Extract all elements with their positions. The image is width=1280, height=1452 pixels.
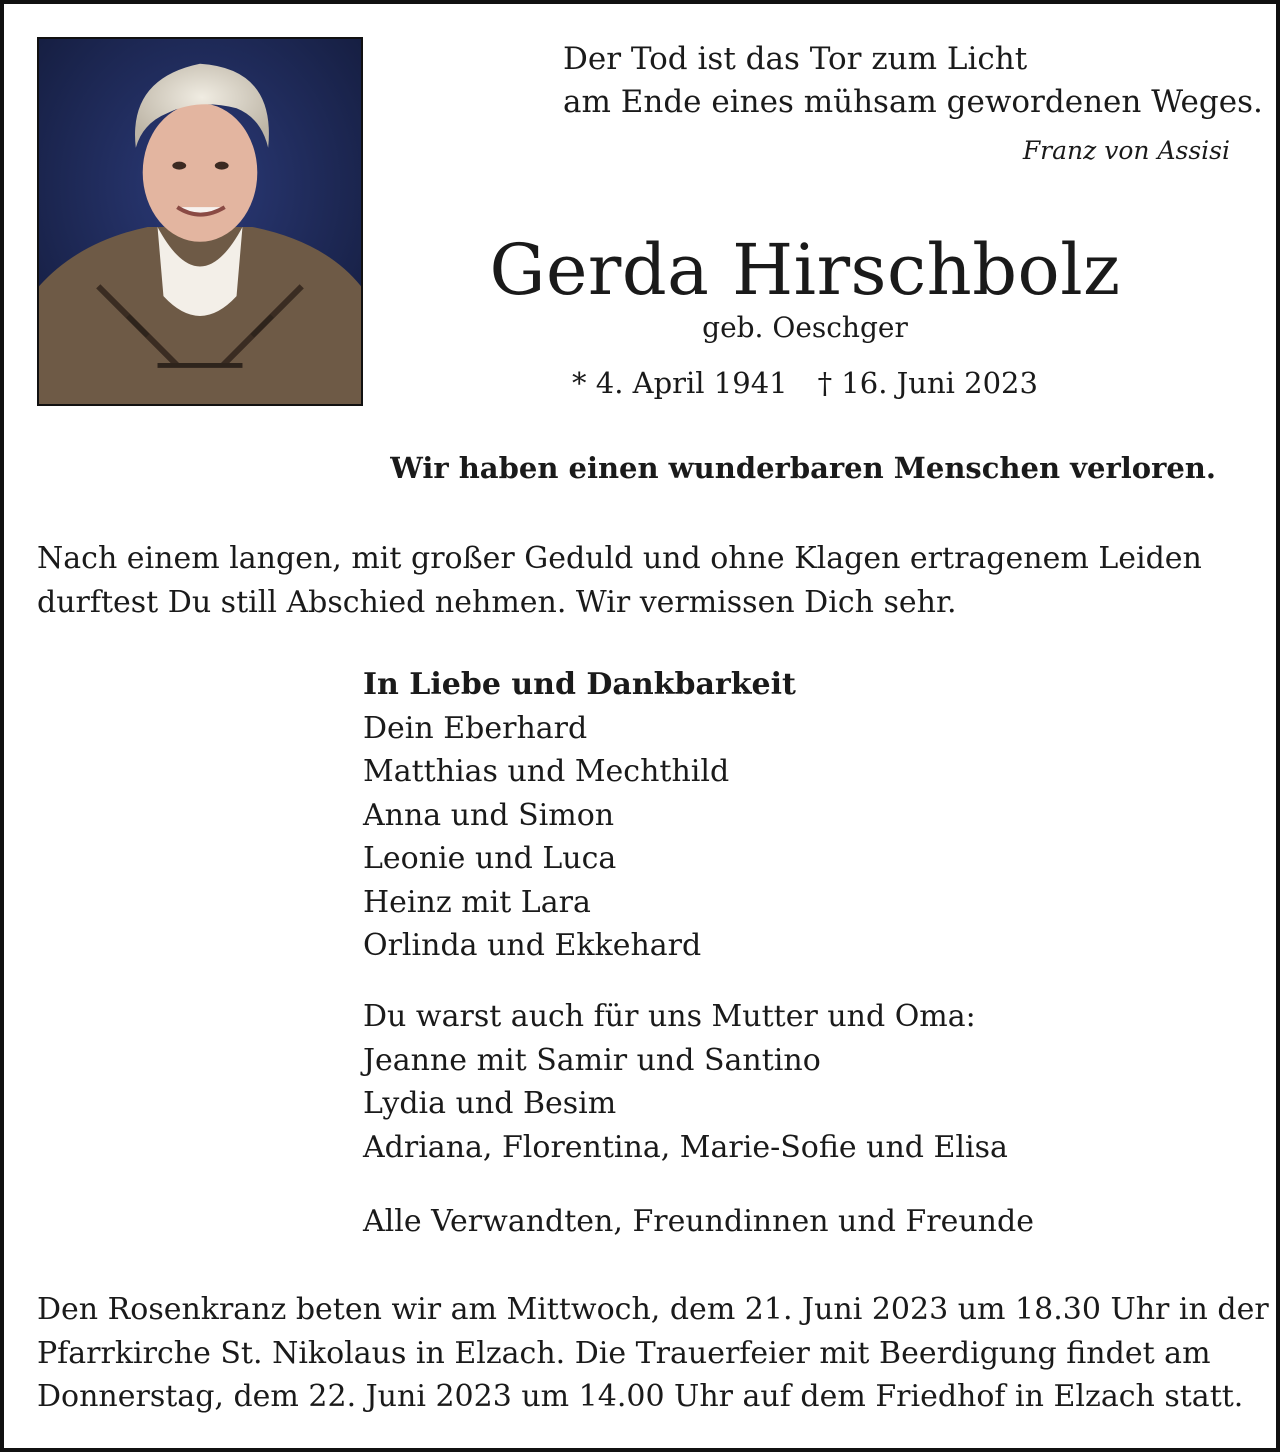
service-line: Pfarrkirche St. Nikolaus in Elzach. Die Trauerfeier mit Beerdigung findet am xyxy=(37,1335,1211,1371)
quote-author: Franz von Assisi xyxy=(1022,136,1230,165)
headline: Wir haben einen wunderbaren Menschen verloren. xyxy=(390,451,1216,485)
maiden-name: geb. Oeschger xyxy=(702,311,908,344)
quote xyxy=(563,38,1263,124)
intro-line: Nach einem langen, mit großer Geduld und ohne Klagen ertragenem Leiden xyxy=(37,541,1202,576)
grandchildren-member: Lydia und Besim xyxy=(363,1086,617,1121)
birth-date: * 4. April 1941 xyxy=(572,366,788,400)
family-member: Orlinda und Ekkehard xyxy=(363,928,702,963)
intro-text xyxy=(37,537,1237,625)
family-member: Anna und Simon xyxy=(363,797,615,833)
family-member: Heinz mit Lara xyxy=(363,884,591,920)
grandchildren-member: Jeanne mit Samir und Santino xyxy=(363,1042,821,1078)
family-member: Dein Eberhard xyxy=(363,710,588,746)
life-dates xyxy=(470,366,1140,400)
family-member: Leonie und Luca xyxy=(363,841,617,876)
service-info xyxy=(37,1288,1269,1419)
service-line: Den Rosenkranz beten wir am Mittwoch, dem 21. Juni 2023 um 18.30 Uhr in der xyxy=(37,1292,1269,1327)
death-date: † 16. Juni 2023 xyxy=(817,366,1038,400)
portrait-photo xyxy=(37,37,363,406)
relatives-line: Alle Verwandten, Freundinnen und Freunde xyxy=(363,1204,1034,1239)
grandchildren-group xyxy=(363,995,1008,1169)
grandchildren-member: Adriana, Florentina, Marie-Sofie und Elisa xyxy=(363,1129,1008,1165)
quote-line: Der Tod ist das Tor zum Licht xyxy=(563,41,1028,77)
service-line: Donnerstag, dem 22. Juni 2023 um 14.00 Uhr auf dem Friedhof in Elzach statt. xyxy=(37,1379,1244,1414)
family-heading: In Liebe und Dankbarkeit xyxy=(363,667,796,702)
family-signatures xyxy=(363,663,796,968)
quote-line: am Ende eines mühsam gewordenen Weges. xyxy=(563,84,1263,120)
deceased-name: Gerda Hirschbolz xyxy=(489,229,1121,311)
family-member: Matthias und Mechthild xyxy=(363,754,730,789)
grandchildren-heading: Du warst auch für uns Mutter und Oma: xyxy=(363,999,976,1034)
intro-line: durftest Du still Abschied nehmen. Wir vermissen Dich sehr. xyxy=(37,585,957,620)
